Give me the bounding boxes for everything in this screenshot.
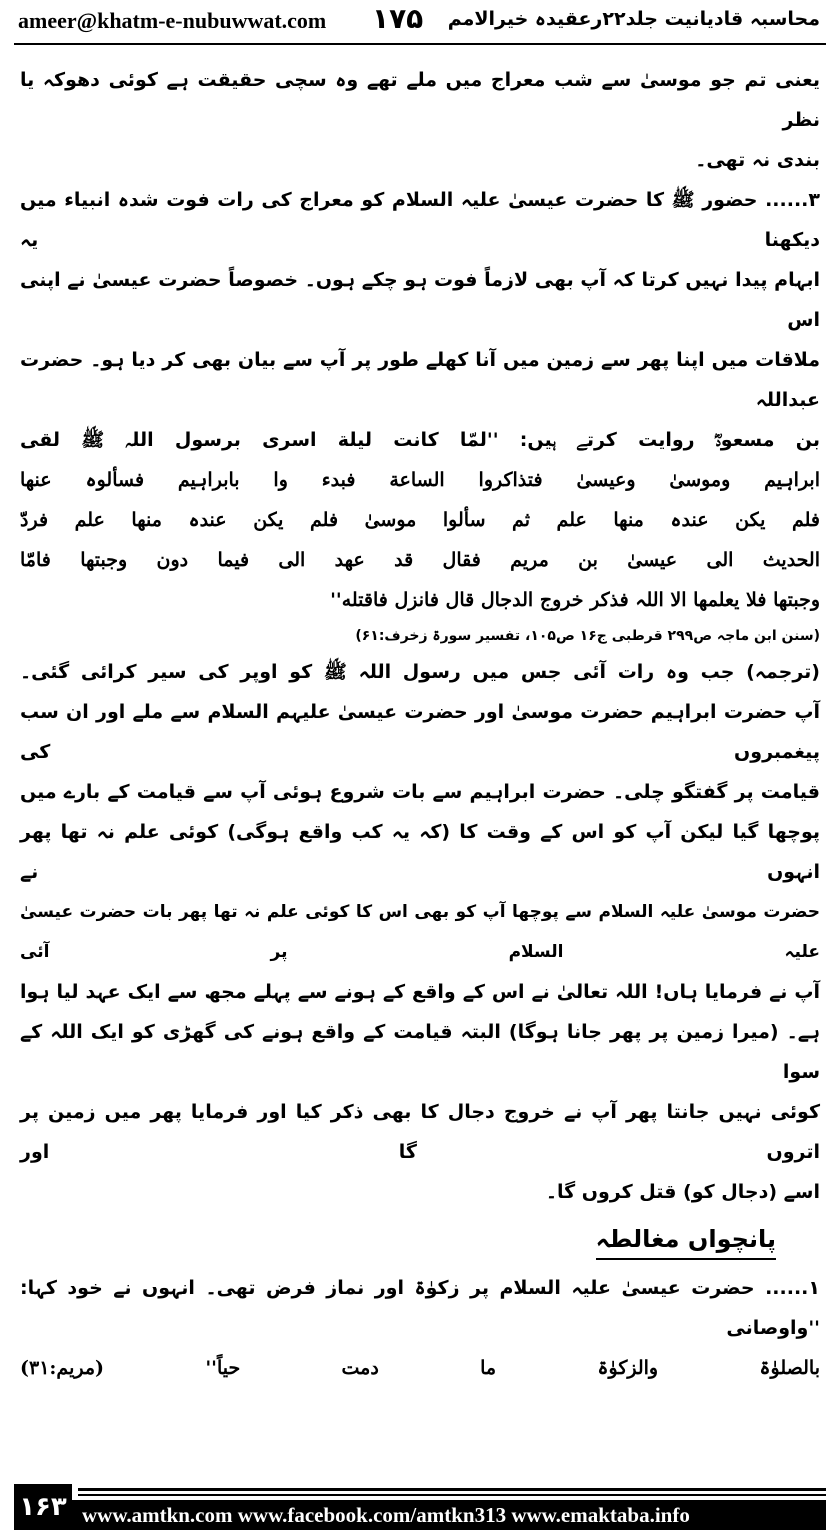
header-book-title: محاسبہ قادیانیت جلد۲۲رعقیدہ خیرالامم xyxy=(447,8,820,30)
text-line: قیامت پر گفتگو چلی۔ حضرت ابراہیم سے بات شروع ہوئی آپ سے قیامت کے بارے میں xyxy=(20,781,820,803)
text-line: حضرت موسیٰ علیہ السلام سے پوچھا آپ کو بھی اس کا کوئی علم نہ تھا پھر بات حضرت عیسیٰ علیہ السلام پر آئی xyxy=(20,902,820,962)
page-footer xyxy=(14,1484,826,1530)
text-line: آپ حضرت ابراہیم حضرت موسیٰ اور حضرت عیسیٰ علیہم السلام سے ملے اور ان سب پیغمبروں کی xyxy=(20,701,820,763)
header-divider xyxy=(14,43,826,45)
text-line: ہے۔ (میرا زمین پر پھر جانا ہوگا) البتہ قیامت کے واقع ہونے کی گھڑی کو ایک اللہ کے سوا xyxy=(20,1021,820,1083)
footer-links: www.amtkn.com www.facebook.com/amtkn313 www.emaktaba.info xyxy=(72,1500,826,1530)
text-line: ۳...... حضور ﷺ کا حضرت عیسیٰ علیہ السلام کو معراج کی رات فوت شدہ انبیاء میں دیکھنا یہ xyxy=(20,189,820,251)
footer-rule xyxy=(78,1494,826,1496)
text-line: پوچھا گیا لیکن آپ کو اس کے وقت کا (کہ یہ کب واقع ہوگی) کوئی علم نہ تھا پھر انہوں نے xyxy=(20,821,820,883)
arabic-quote-line: ابراہیم وموسیٰ وعیسیٰ فتذاکروا الساعة فبدء وا بابراہیم فسألوہ عنها xyxy=(20,469,820,491)
footer-page-number: ۱۶۳ xyxy=(14,1484,72,1530)
arabic-quote-line: فلم یکن عندہ منها علم ثم سألوا موسیٰ فلم یکن عندہ منها علم فردّ xyxy=(20,509,820,531)
text-line: اسے (دجال کو) قتل کروں گا۔ xyxy=(545,1181,820,1203)
text-line: ملاقات میں اپنا پھر سے زمین میں آنا کھلے طور پر آپ سے بیان بھی کر دیا ہو۔ حضرت عبداللہ xyxy=(20,349,820,411)
arabic-quote-line: وجبتها فلا یعلمها الا اللہ فذکر خروج الدجال قال فانزل فاقتله'' xyxy=(330,589,820,611)
arabic-quote-line: بالصلوٰۃ والزکوٰۃ ما دمت حیاً'' (مریم:۳۱) xyxy=(20,1357,820,1379)
text-line: کوئی نہیں جانتا پھر آپ نے خروج دجال کا بھی ذکر کیا اور فرمایا پھر میں زمین پر اتروں گا اور xyxy=(20,1101,820,1163)
page-header xyxy=(0,0,840,46)
footer-rule xyxy=(78,1488,826,1491)
reference-citation: (سنن ابن ماجہ ص۲۹۹ قرطبی ج۱۶ ص۱۰۵، تفسیر سورۃ زخرف:۶۱) xyxy=(355,628,820,644)
page-body xyxy=(20,60,820,1388)
text-line: ابہام پیدا نہیں کرتا کہ آپ بھی لازماً فوت ہو چکے ہوں۔ خصوصاً حضرت عیسیٰ نے اپنی اس xyxy=(20,269,820,331)
text-line: آپ نے فرمایا ہاں! اللہ تعالیٰ نے اس کے واقع کے ہونے سے پہلے مجھ سے ایک عہد لیا ہوا xyxy=(20,981,820,1003)
header-email: ameer@khatm-e-nubuwwat.com xyxy=(18,8,327,33)
header-page-number: ۱۷۵ xyxy=(372,2,424,35)
arabic-quote-line: الحدیث الی عیسیٰ بن مریم فقال قد عهد الی فیما دون وجبتها فامّا xyxy=(20,549,820,571)
text-line: بن مسعودؓ روایت کرتے ہیں: ''لمّا کانت لیلة اسری برسول اللہ ﷺ لقی xyxy=(20,429,820,451)
text-line: بندی نہ تھی۔ xyxy=(695,149,820,171)
text-line: ۱...... حضرت عیسیٰ علیہ السلام پر زکوٰۃ اور نماز فرض تھی۔ انہوں نے خود کہا: ''واوصانی xyxy=(20,1277,820,1339)
text-line: یعنی تم جو موسیٰ سے شب معراج میں ملے تھے وہ سچی حقیقت ہے کوئی دھوکہ یا نظر xyxy=(20,69,820,131)
section-heading: پانچواں مغالطہ xyxy=(596,1220,776,1260)
text-line: (ترجمہ) جب وہ رات آئی جس میں رسول اللہ ﷺ کو اوپر کی سیر کرائی گئی۔ xyxy=(20,661,820,683)
